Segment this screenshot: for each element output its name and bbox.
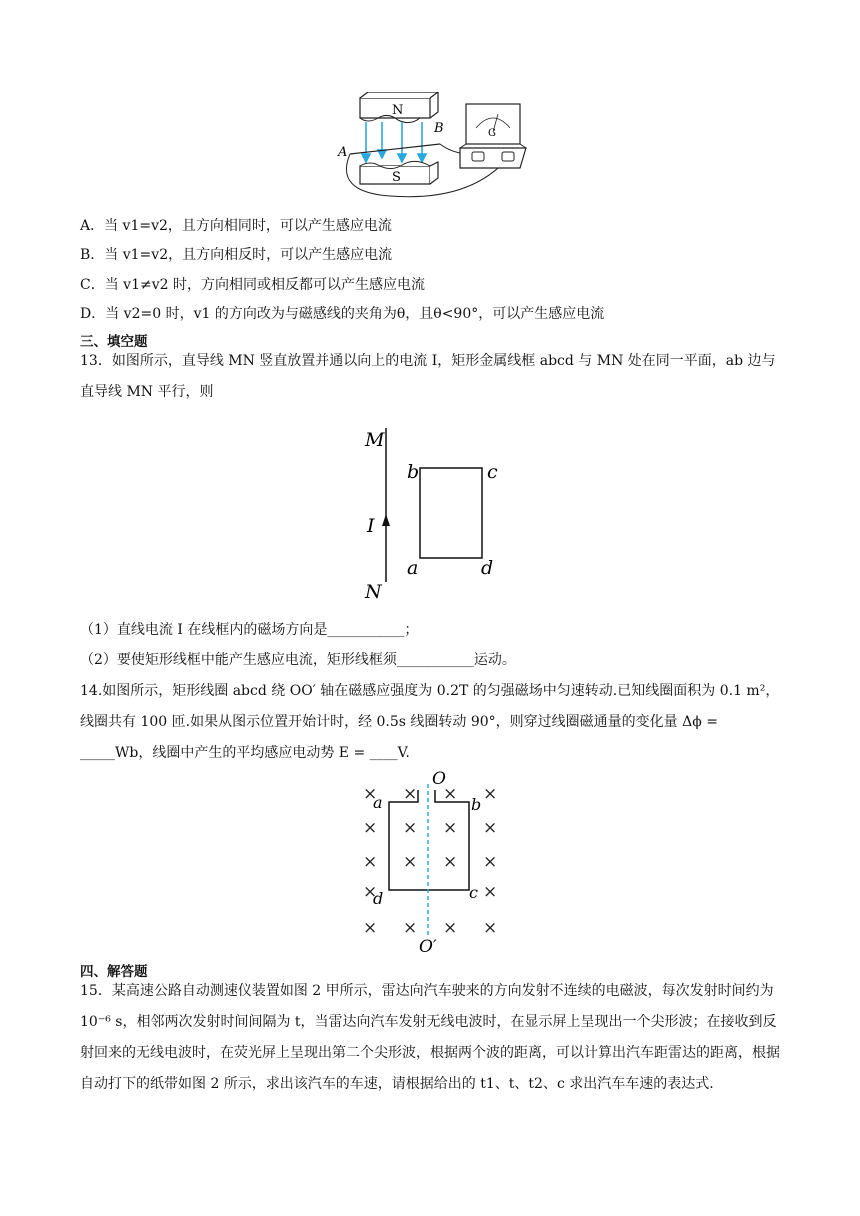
svg-text:×: ×	[483, 852, 498, 872]
svg-text:×: ×	[403, 818, 418, 838]
label-a: a	[407, 557, 419, 579]
option-d: D．当 v2=0 时，v1 的方向改为与磁感线的夹角为θ，且θ<90°，可以产生感应电流	[80, 306, 605, 322]
meter-g-label: G	[488, 128, 496, 139]
label-a: a	[373, 793, 383, 812]
option-c: C．当 v1≠v2 时，方向相同或相反都可以产生感应电流	[80, 277, 425, 293]
label-c: c	[469, 883, 478, 902]
section-heading-fill-in: 三、填空题	[80, 334, 148, 350]
label-b: b	[471, 795, 482, 814]
svg-text:×: ×	[363, 784, 378, 804]
svg-text:×: ×	[443, 852, 458, 872]
pole-s-label: S	[392, 170, 401, 185]
option-a: A．当 v1=v2，且方向相同时，可以产生感应电流	[80, 218, 392, 234]
label-o: O	[432, 769, 446, 789]
svg-text:×: ×	[443, 818, 458, 838]
question-13-sub1: （1）直线电流 I 在线框内的磁场方向是___________；	[80, 622, 419, 638]
svg-text:×: ×	[363, 818, 378, 838]
question-13-text: 13．如图所示，直导线 MN 竖直放置并通以向上的电流 I，矩形金属线框 abcd 与 MN 处在同一平面，ab 边与直导线 MN 平行，则	[80, 353, 776, 400]
label-d: d	[373, 889, 384, 908]
svg-text:×: ×	[403, 852, 418, 872]
section-heading-solutions: 四、解答题	[80, 964, 148, 980]
svg-text:×: ×	[363, 918, 378, 938]
svg-text:×: ×	[403, 784, 418, 804]
svg-text:×: ×	[443, 918, 458, 938]
pole-n-label: N	[392, 103, 404, 118]
magnet-galvanometer-figure	[330, 92, 530, 204]
label-b: b	[407, 461, 420, 483]
question-13-sub2: （2）要使矩形线框中能产生感应电流，矩形线框须___________运动。	[80, 652, 516, 668]
label-n: N	[365, 581, 382, 603]
svg-text:×: ×	[403, 918, 418, 938]
label-c: c	[487, 461, 498, 483]
svg-text:×: ×	[483, 918, 498, 938]
question-15-text: 15．某高速公路自动测速仪装置如图 2 甲所示，雷达向汽车驶来的方向发射不连续的电磁波，每次发射时间约为 10⁻⁶ s，相邻两次发射时间间隔为 t，当雷达向汽车发射无线电波时，在显示屏上呈现出一个尖形波；在接收到反射回来的无线电波时，在荧光屏上呈现出第二个尖形波，根据两个波的距离，可以计算出汽车距雷达的距离，根据自动打下的纸带如图 2 所示，求出该汽车的车速，请根据给出的 t1、t、t2、c 求出汽车车速的表达式.	[80, 983, 780, 1092]
wire-frame-figure	[355, 420, 505, 605]
option-b: B．当 v1=v2，且方向相反时，可以产生感应电流	[80, 247, 393, 263]
svg-text:×: ×	[443, 784, 458, 804]
label-o-prime: O′	[419, 937, 437, 956]
label-b: B	[434, 121, 444, 136]
svg-text:×: ×	[363, 882, 378, 902]
svg-text:×: ×	[483, 784, 498, 804]
label-a: A	[338, 145, 348, 160]
svg-text:×: ×	[363, 852, 378, 872]
svg-text:×: ×	[483, 882, 498, 902]
question-14-text: 14.如图所示，矩形线圈 abcd 绕 OO′ 轴在磁感应强度为 0.2T 的匀强磁场中匀速转动.已知线圈面积为 0.1 m²，线圈共有 100 匝.如果从图示位置开始计时，经 0.5s 线圈转动 90°，则穿过线圈磁通量的变化量 Δϕ = _____Wb，线圈中产生的平均感应电动势 E = ____V.	[80, 683, 780, 761]
label-m: M	[365, 429, 385, 451]
label-d: d	[481, 557, 494, 579]
rotating-coil-figure	[355, 766, 505, 956]
svg-text:×: ×	[483, 818, 498, 838]
label-current-i: I	[367, 515, 375, 537]
